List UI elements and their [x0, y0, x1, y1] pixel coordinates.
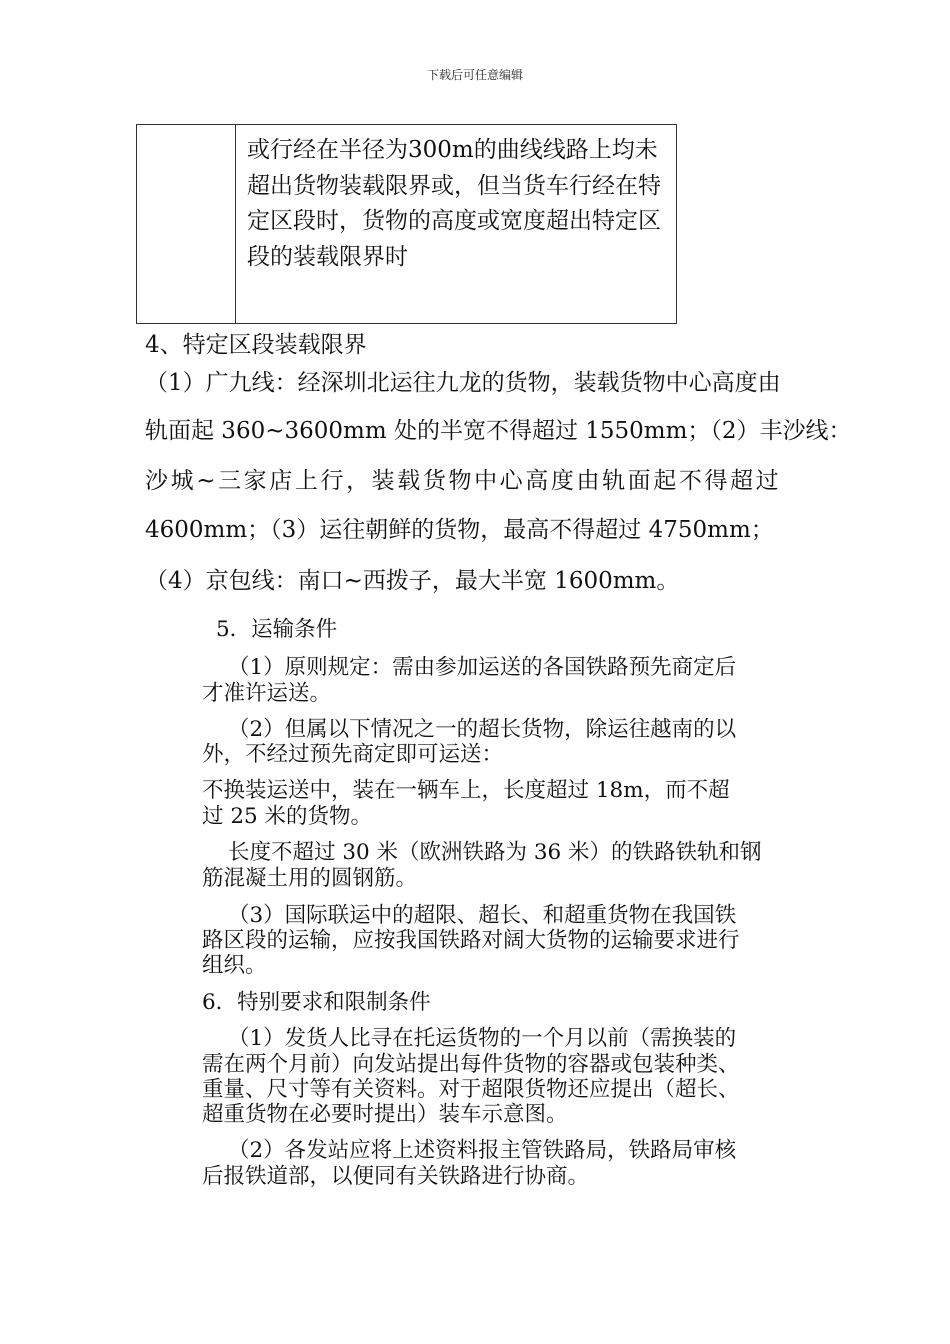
- section-5-line: 外，不经过预先商定即可运送：: [202, 742, 504, 767]
- section-4-line: （1）广九线：经深圳北运往九龙的货物，装载货物中心高度由: [145, 370, 781, 396]
- section-5-line: 才准许运送。: [202, 681, 332, 706]
- section-5-line: 组织。: [202, 953, 267, 978]
- section-5-line: （3）国际联运中的超限、超长、和超重货物在我国铁: [228, 903, 737, 928]
- table: [136, 124, 677, 324]
- section-6-line: 超重货物在必要时提出）装车示意图。: [202, 1102, 568, 1127]
- section-5-line: 不换装运送中，装在一辆车上，长度超过 18m，而不超: [202, 778, 730, 803]
- section-4-line: （4）京包线：南口~西拨子，最大半宽 1600mm。: [145, 568, 680, 594]
- section-5-line: 过 25 米的货物。: [202, 804, 373, 829]
- page-header: 下载后可任意编辑: [426, 68, 523, 82]
- section-4-line: 轨面起 360~3600mm 处的半宽不得超过 1550mm；（2）丰沙线：: [145, 418, 852, 444]
- section-5-line: 筋混凝土用的圆钢筋。: [202, 866, 418, 891]
- section-5-line: （2）但属以下情况之一的超长货物，除运往越南的以: [228, 717, 737, 742]
- section-5-line: （1）原则规定：需由参加运送的各国铁路预先商定后: [228, 655, 737, 680]
- section-5-line: 路区段的运输，应按我国铁路对阔大货物的运输要求进行: [202, 928, 740, 953]
- section-6-line: 重量、尺寸等有关资料。对于超限货物还应提出（超长、: [202, 1077, 740, 1102]
- section-5-heading: 5．运输条件: [216, 617, 338, 642]
- section-4-line: 沙城~三家店上行，装载货物中心高度由轨面起不得超过: [145, 468, 782, 494]
- section-4-line: 4600mm；（3）运往朝鲜的货物，最高不得超过 4750mm；: [145, 517, 774, 543]
- section-6-line: 需在两个月前）向发站提出每件货物的容器或包装种类、: [202, 1052, 740, 1077]
- section-6-line: （2）各发站应将上述资料报主管铁路局，铁路局审核: [228, 1138, 737, 1163]
- section-6-line: （1）发货人比寻在托运货物的一个月以前（需换装的: [228, 1026, 737, 1051]
- table-column-divider: [235, 125, 236, 323]
- table-cell-text: 或行经在半径为300m的曲线线路上均未超出货物装载限界或，但当货车行经在特定区段时，货物的高度或宽度超出特定区段的装载限界时: [247, 137, 661, 270]
- section-6-heading: 6．特别要求和限制条件: [202, 990, 431, 1015]
- section-4-heading: 4、特定区段装载限界: [145, 332, 367, 358]
- section-6-line: 后报铁道部，以便同有关铁路进行协商。: [202, 1164, 590, 1189]
- section-5-line: 长度不超过 30 米（欧洲铁路为 36 米）的铁路铁轨和钢: [228, 840, 762, 865]
